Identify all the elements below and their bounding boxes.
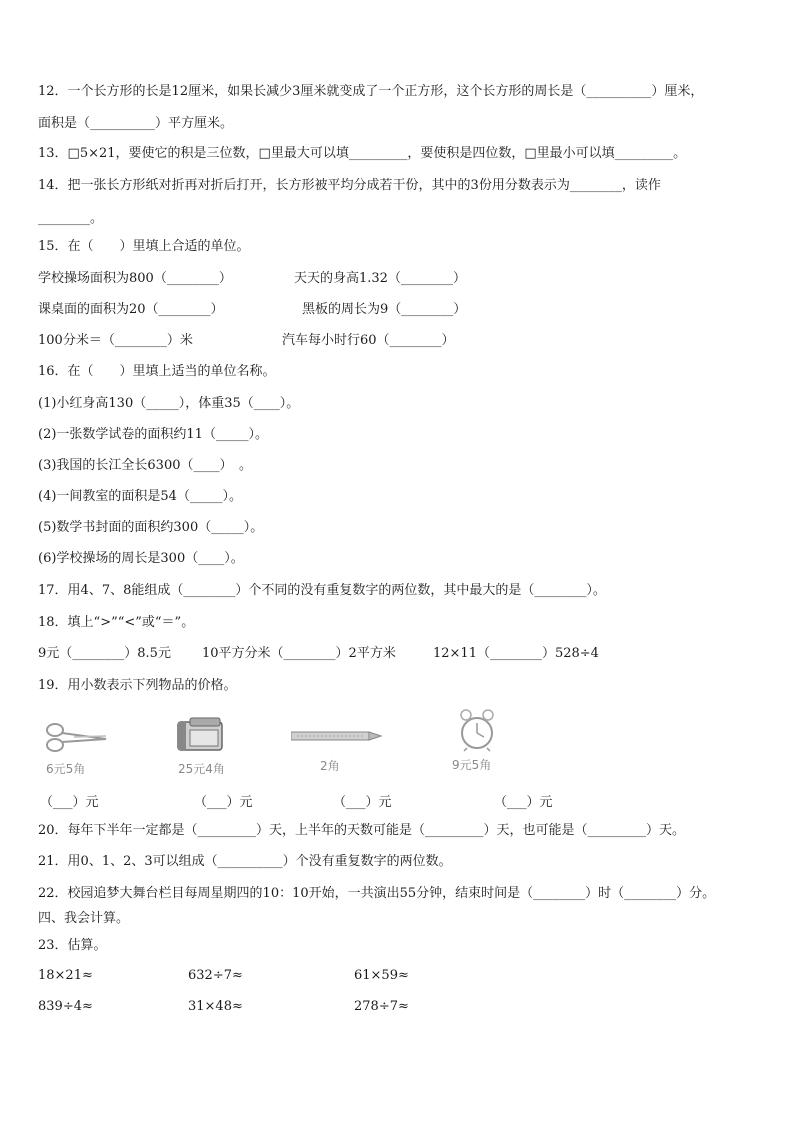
question-15-item: 100分米＝（________）米 — [38, 333, 193, 348]
compare-item: 9元（________）8.5元 — [38, 646, 171, 661]
question-16-part-3: (3)我国的长江全长6300（____） 。 — [38, 458, 252, 473]
question-15-item: 汽车每小时行60（________） — [282, 333, 455, 348]
question-15-item: 黑板的周长为9（________） — [302, 302, 467, 317]
price-label-clock: 9元5角 — [452, 758, 492, 772]
question-16-part-5: (5)数学书封面的面积约300（_____）。 — [38, 520, 264, 535]
question-12-line-2: 面积是（__________）平方厘米。 — [38, 116, 234, 131]
question-21: 21．用0、1、2、3可以组成（__________）个没有重复数字的两位数。 — [38, 854, 452, 869]
question-23: 23．估算。 — [38, 938, 107, 953]
question-17: 17．用4、7、8能组成（________）个不同的没有重复数字的两位数，其中最大的是（________）。 — [38, 583, 606, 598]
price-answer: （___）元 — [194, 795, 253, 810]
price-answer: （___）元 — [494, 795, 553, 810]
question-16: 16．在（ ）里填上适当的单位名称。 — [38, 364, 276, 379]
question-16-part-1: (1)小红身高130（_____），体重35（____）。 — [38, 396, 300, 411]
estimate-item: 839÷4≈ — [38, 999, 93, 1014]
compare-item: 12×11（________）528÷4 — [433, 646, 599, 661]
scissors-icon — [44, 720, 110, 754]
alarm-clock-icon — [458, 708, 496, 752]
compare-item: 10平方分米（________）2平方米 — [202, 646, 396, 661]
estimate-item: 18×21≈ — [38, 968, 93, 983]
question-15-item: 天天的身高1.32（________） — [294, 271, 466, 286]
question-19: 19．用小数表示下列物品的价格。 — [38, 678, 237, 693]
price-label-scissors: 6元5角 — [46, 762, 86, 776]
question-20: 20．每年下半年一定都是（_________）天，上半年的天数可能是（_________）天，也可能是（_________）天。 — [38, 823, 686, 838]
question-14-line-1: 14．把一张长方形纸对折再对折后打开，长方形被平均分成若干份，其中的3份用分数表示为________，读作 — [38, 178, 661, 193]
question-16-part-2: (2)一张数学试卷的面积约11（_____）。 — [38, 427, 268, 442]
question-13: 13．□5×21，要使它的积是三位数，□里最大可以填_________，要使积是四位数，□里最小可以填_________。 — [38, 146, 687, 161]
question-14-line-2: ________。 — [38, 211, 104, 226]
question-12-line-1: 12．一个长方形的长是12厘米，如果长减少3厘米就变成了一个正方形，这个长方形的周长是（__________）厘米， — [38, 84, 704, 99]
estimate-item: 61×59≈ — [354, 968, 409, 983]
question-15: 15．在（ ）里填上合适的单位。 — [38, 239, 250, 254]
question-15-item: 学校操场面积为800（________） — [38, 271, 232, 286]
pencil-icon — [291, 730, 383, 742]
question-15-item: 课桌面的面积为20（________） — [38, 302, 224, 317]
price-answer: （___）元 — [333, 795, 392, 810]
question-22: 22．校园追梦大舞台栏目每周星期四的10：10开始，一共演出55分钟，结束时间是（________）时（________）分。 — [38, 886, 716, 901]
price-answer: （___）元 — [40, 795, 99, 810]
question-18: 18．填上“>”“<”或“＝”。 — [38, 615, 195, 630]
question-16-part-6: (6)学校操场的周长是300（____）。 — [38, 551, 244, 566]
estimate-item: 278÷7≈ — [354, 999, 409, 1014]
price-label-pencil-case: 25元4角 — [178, 762, 225, 776]
section-heading: 四、我会计算。 — [38, 911, 130, 926]
estimate-item: 632÷7≈ — [188, 968, 243, 983]
price-label-pencil: 2角 — [320, 759, 340, 773]
question-16-part-4: (4)一间教室的面积是54（_____）。 — [38, 489, 242, 504]
pencil-case-icon — [176, 716, 224, 752]
estimate-item: 31×48≈ — [188, 999, 243, 1014]
